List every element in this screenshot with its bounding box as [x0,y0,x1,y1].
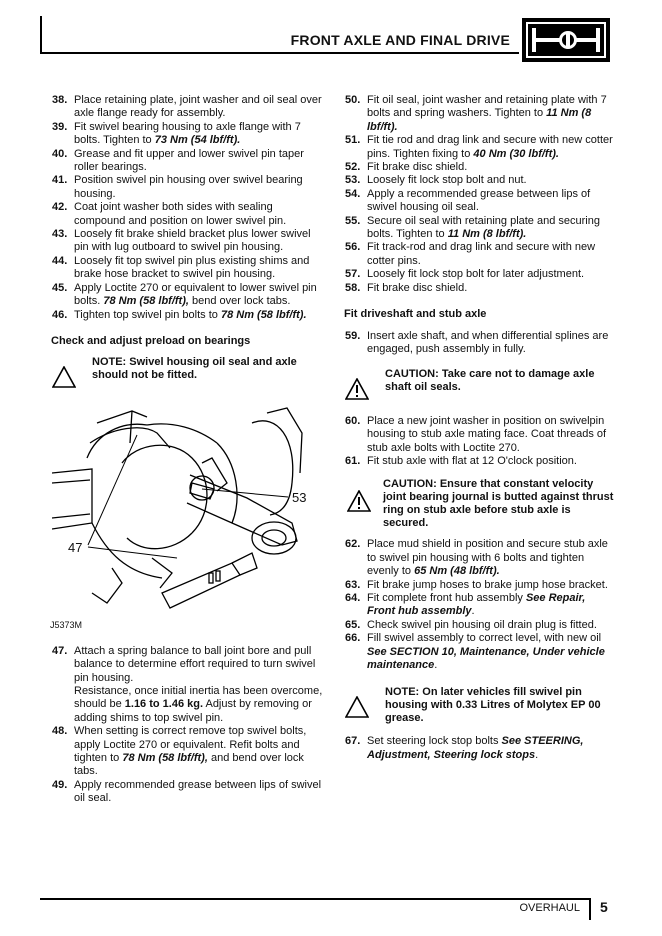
caution-box-2 [345,478,615,530]
right-column [345,94,615,762]
step-63: 63. Fit brake jump hoses to brake jump hose bracket. [345,578,608,591]
step-54: 54. Apply a recommended grease between lips of swivel housing oil seal. [345,187,591,214]
step-47-text: Attach a spring balance to ball joint bore and pull balance to determine effort required to turn swivel pin housing. [74,644,316,684]
step-62: 62. Place mud shield in position and secure stub axle to swivel pin housing with 6 bolts and tighten evenly to 65 Nm (48 lbf/ft). [345,538,608,578]
warning-triangle-icon [347,490,371,516]
step-41: 41. Position swivel pin housing over swivel bearing housing. [52,174,303,200]
step-58: 58. Fit brake disc shield. [345,281,468,294]
caution-text-2: CAUTION: Ensure that constant velocity joint bearing journal is butted against thrust ring on stub axle before stub axle is secured. [383,478,614,530]
figure-id: J5373M [50,620,83,631]
section-heading-driveshaft: Fit driveshaft and stub axle [344,308,487,321]
step-55: 55. Secure oil seal with retaining plate and securing bolts. Tighten to 11 Nm (8 lbf/ft). [345,214,600,241]
footer-rule [40,898,589,900]
step-46: 46. Tighten top swivel pin bolts to 78 Nm (58 lbf/ft). [52,308,307,321]
note-text-later: NOTE: On later vehicles fill swivel pin housing with 0.33 Litres of Molytex EP 00 grease. [385,686,601,725]
callout-47: 47 [68,539,83,555]
caution-text-1: CAUTION: Take care not to damage axle shaft oil seals. [385,368,595,394]
left-step-list [52,94,324,322]
warning-triangle-icon [52,366,78,392]
step-49: 49. Apply recommended grease between lips of swivel oil seal. [52,778,322,805]
step-43: 43. Loosely fit brake shield bracket plus lower swivel pin with lug outboard to swivel pin housing. [52,228,311,254]
step-53: 53. Loosely fit lock stop bolt and nut. [345,174,527,187]
right-step-list [345,94,615,295]
step-44: 44. Loosely fit top swivel pin plus existing shims and brake hose bracket to swivel pin housing. [52,254,310,281]
step-45: 45. Apply Loctite 270 or equivalent to lower swivel pin bolts. 78 Nm (58 lbf/ft), bend over lock tabs. [52,281,317,308]
step-52: 52. Fit brake disc shield. [345,161,468,174]
left-step-list-2 [52,645,324,725]
step-51: 51. Fit tie rod and drag link and secure with new cotter pins. Tighten fixing to 40 Nm (30 lbf/ft). [345,134,613,160]
step-50: 50. Fit oil seal, joint washer and retaining plate with 7 bolts and spring washers. Tighten to 11 Nm (8 lbf/ft). [345,94,607,133]
note-text: NOTE: Swivel housing oil seal and axle should not be fitted. [92,356,297,382]
page-title: FRONT AXLE AND FINAL DRIVE [290,32,510,48]
step-64: 64. Fit complete front hub assembly See Repair, Front hub assembly. [345,591,586,618]
page-number: 5 [600,899,608,915]
step-57: 57. Loosely fit lock stop bolt for later adjustment. [345,268,585,281]
right-step-list-2 [345,415,615,469]
left-step-list-3 [52,725,324,805]
step-67: 67. Set steering lock stop bolts See STEERING, Adjustment, Steering lock stops. [345,735,584,761]
step-66: 66. Fill swivel assembly to correct level, with new oil See SECTION 10, Maintenance, Under vehicle maintenance. [345,632,605,671]
step-60: 60. Place a new joint washer in position on swivelpin housing to stub axle mating face. Coat threads of stub axle bolts with Loctite 270. [345,414,607,454]
header-rule [40,52,519,54]
footer-rule-vertical [589,898,591,920]
step-56: 56. Fit track-rod and drag link and secure with new cotter pins. [345,241,596,267]
warning-triangle-icon [345,378,371,404]
caution-box-1 [345,368,615,404]
header-rule-vertical [40,16,42,54]
warning-triangle-icon [345,696,371,722]
swivel-housing-drawing [52,403,324,635]
section-heading-preload: Check and adjust preload on bearings [51,334,251,347]
step-48: 48. When setting is correct remove top swivel bolts, apply Loctite 270 or equivalent. Refit bolts and tighten to 78 Nm (58 lbf/ft), and bend over lock tabs. [52,725,307,778]
step-61: 61. Fit stub axle with flat at 12 O'clock position. [345,454,577,467]
step-38: 38. Place retaining plate, joint washer and oil seal over axle flange ready for assembly. [52,94,322,120]
right-step-list-3 [345,538,615,672]
step-59: 59. Insert axle shaft, and when differential splines are engaged, push assembly in fully. [345,329,609,355]
step-42: 42. Coat joint washer both sides with sealing compound and position on lower swivel pin. [52,201,287,227]
step-65: 65. Check swivel pin housing oil drain plug is fitted. [345,618,597,631]
note-box [52,356,324,392]
step-39: 39. Fit swivel bearing housing to axle flange with 7 bolts. Tighten to 73 Nm (54 lbf/ft). [52,120,301,147]
swivel-housing-illustration [52,403,324,635]
callout-53: 53 [292,489,307,505]
step-40: 40. Grease and fit upper and lower swivel pin taper roller bearings. [52,147,304,174]
left-column [52,94,324,806]
note-box-later [345,686,615,725]
step-47: 47. Attach a spring balance to ball joint bore and pull balance to determine effort required to turn swivel pin housing. Resistance, once initial inertia has been overcome, should be 1.16 to 1.46 kg. Adjust by removing or adding shims to top swivel pin. [52,644,323,724]
footer-section: OVERHAUL [519,902,580,914]
axle-icon [522,18,610,62]
